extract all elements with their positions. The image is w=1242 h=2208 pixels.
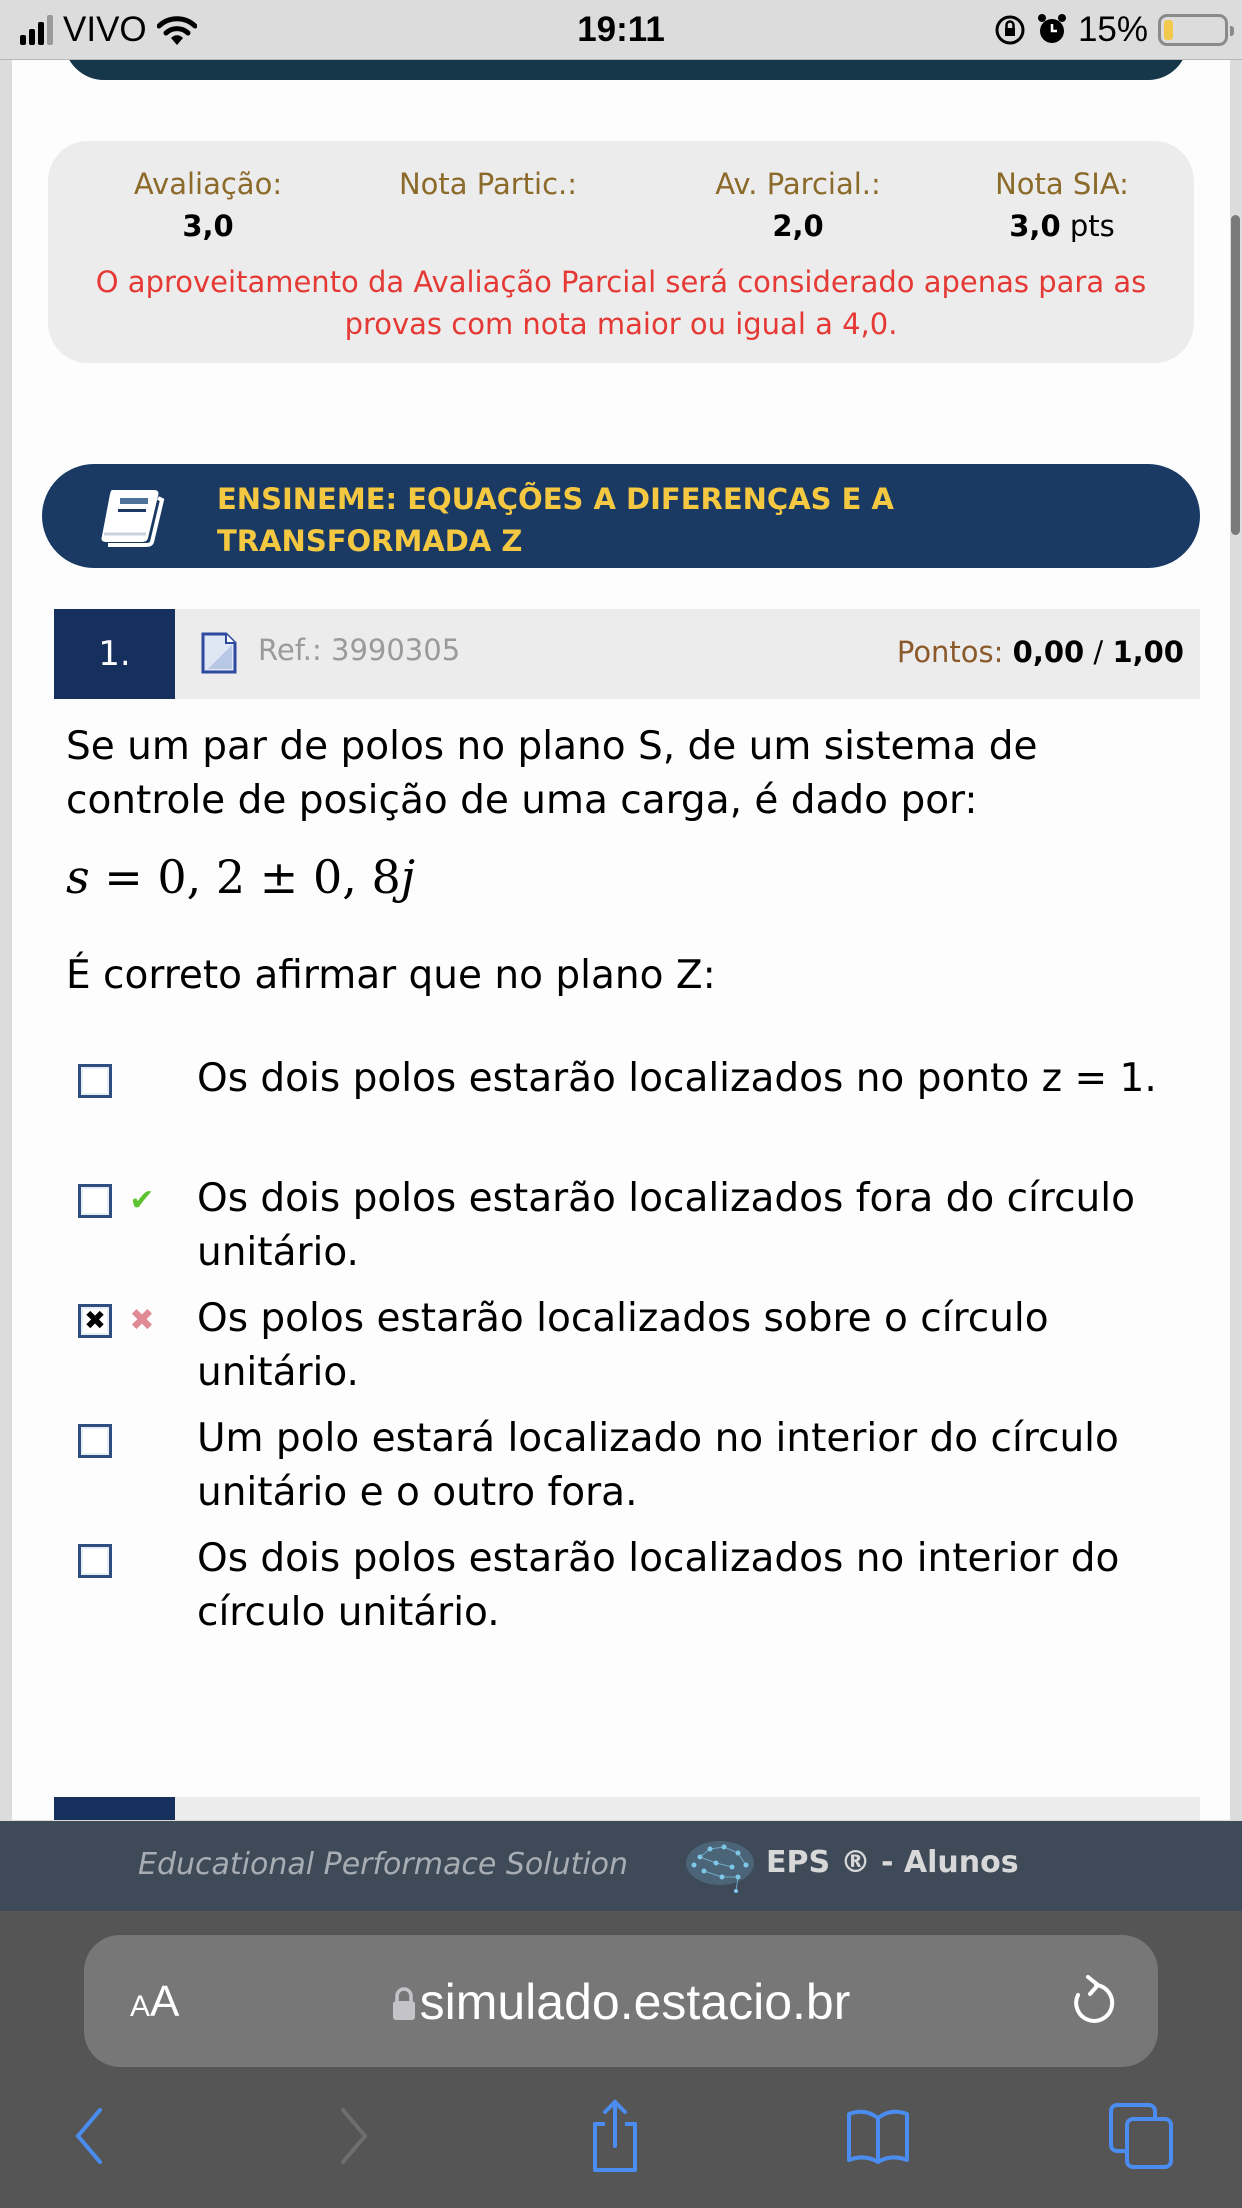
tabs-icon bbox=[1107, 2101, 1177, 2171]
option-text: Os dois polos estarão localizados no ponto z = 1. bbox=[197, 1056, 1157, 1101]
question-ref: Ref.: 3990305 bbox=[258, 633, 461, 667]
status-right bbox=[994, 10, 1228, 50]
question-points: Pontos: 0,00 / 1,00 bbox=[896, 635, 1184, 669]
option-text: Os dois polos estarão localizados no interior do círculo unitário. bbox=[197, 1536, 1120, 1635]
option-checkbox[interactable] bbox=[78, 1544, 112, 1578]
question-formula: s = 0, 2 ± 0, 8j bbox=[66, 850, 416, 904]
grade-nota-sia: Nota SIA: 3,0 pts bbox=[995, 167, 1129, 243]
battery-percent: 15% bbox=[1077, 10, 1148, 49]
address-bar[interactable] bbox=[84, 1935, 1158, 2067]
option-3[interactable] bbox=[66, 1296, 1206, 1410]
browser-nav bbox=[0, 2091, 1242, 2191]
grade-nota-partic: Nota Partic.: bbox=[398, 167, 578, 201]
web-page bbox=[12, 60, 1230, 1820]
option-text: Um polo estará localizado no interior do círculo unitário e o outro fora. bbox=[197, 1416, 1119, 1515]
reload-icon[interactable] bbox=[1066, 1975, 1118, 2031]
clock: 19:11 bbox=[577, 10, 665, 49]
topic-title: ENSINEME: EQUAÇÕES A DIFERENÇAS E A TRANSFORMADA Z bbox=[217, 482, 894, 558]
option-checkbox[interactable] bbox=[78, 1064, 112, 1098]
option-5[interactable] bbox=[66, 1536, 1206, 1650]
grade-av-parcial: Av. Parcial.: 2,0 bbox=[715, 167, 881, 243]
grade-avaliacao: Avaliação: 3,0 bbox=[133, 167, 283, 243]
alarm-icon bbox=[1036, 13, 1068, 47]
option-checkbox[interactable] bbox=[78, 1184, 112, 1218]
option-text: Os dois polos estarão localizados fora do círculo unitário. bbox=[197, 1176, 1135, 1275]
correct-check-icon: ✔ bbox=[129, 1182, 155, 1218]
book-open-icon bbox=[843, 2106, 913, 2166]
tabs-button[interactable] bbox=[1102, 2091, 1182, 2181]
url-text: simulado.estacio.br bbox=[419, 1974, 851, 2030]
text-size-button[interactable]: AA bbox=[130, 1977, 180, 2026]
question-header bbox=[54, 609, 1200, 699]
header-banner bbox=[64, 60, 1188, 80]
question-text: Se um par de polos no plano S, de um sistema de controle de posição de uma carga, é dado por: bbox=[66, 724, 1038, 823]
chevron-right-icon bbox=[335, 2106, 375, 2166]
lock-icon bbox=[392, 1987, 416, 2021]
carrier-name: VIVO bbox=[63, 10, 147, 49]
grades-panel bbox=[48, 141, 1194, 363]
scrollbar-thumb[interactable] bbox=[1231, 215, 1240, 535]
document-icon bbox=[200, 631, 238, 675]
question-number: 1. bbox=[54, 609, 175, 699]
option-text: Os polos estarão localizados sobre o círculo unitário. bbox=[197, 1296, 1049, 1395]
footer-brand: EPS ® - Alunos bbox=[766, 1845, 1019, 1880]
next-question-header bbox=[54, 1797, 1200, 1820]
option-2[interactable] bbox=[66, 1176, 1206, 1290]
question-prompt: É correto afirmar que no plano Z: bbox=[66, 953, 716, 998]
wrong-x-icon: ✖ bbox=[129, 1302, 155, 1338]
option-1[interactable] bbox=[66, 1056, 1206, 1170]
topic-banner bbox=[42, 464, 1200, 568]
back-button[interactable] bbox=[48, 2091, 128, 2181]
book-icon bbox=[98, 484, 170, 548]
share-icon bbox=[585, 2098, 645, 2174]
bookmarks-button[interactable] bbox=[838, 2091, 918, 2181]
option-checkbox[interactable] bbox=[78, 1424, 112, 1458]
chevron-left-icon bbox=[68, 2106, 108, 2166]
eps-footer bbox=[0, 1821, 1242, 1911]
grades-note: O aproveitamento da Avaliação Parcial será considerado apenas para as provas com nota maior ou igual a 4,0. bbox=[95, 265, 1147, 341]
status-bar bbox=[0, 0, 1242, 60]
share-button[interactable] bbox=[575, 2091, 655, 2181]
battery-icon bbox=[1158, 14, 1228, 46]
brain-network-icon bbox=[680, 1837, 760, 1897]
footer-tagline: Educational Performace Solution bbox=[138, 1847, 629, 1882]
forward-button[interactable] bbox=[315, 2091, 395, 2181]
browser-toolbar bbox=[0, 1911, 1242, 2208]
option-4[interactable] bbox=[66, 1416, 1206, 1530]
option-checkbox-checked[interactable]: ✖ bbox=[78, 1304, 112, 1338]
orientation-lock-icon bbox=[994, 14, 1026, 46]
